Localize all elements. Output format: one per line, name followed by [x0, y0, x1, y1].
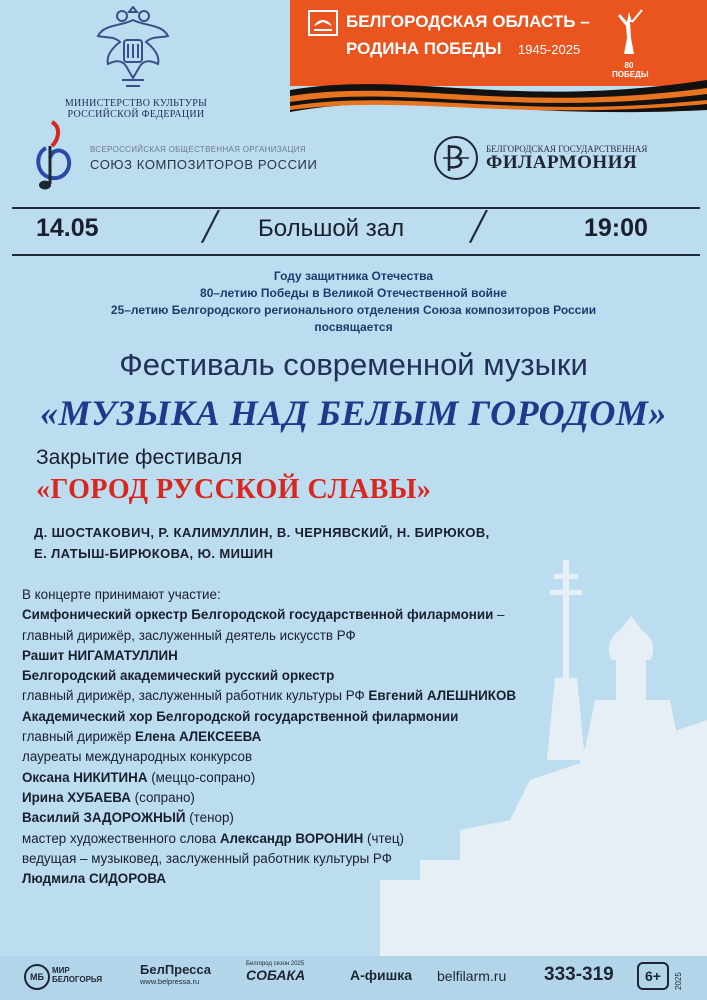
composers-union-logo-icon: [32, 118, 78, 196]
belpressa-logo: БелПресса: [140, 962, 212, 977]
ministry-emblem-icon: [92, 6, 174, 94]
closing-label: Закрытие фестиваля: [36, 446, 243, 469]
website-link[interactable]: belfilarm.ru: [437, 968, 507, 984]
ministry-line-2: РОССИЙСКОЙ ФЕДЕРАЦИИ: [67, 109, 205, 120]
philharmonic-title: ФИЛАРМОНИЯ: [486, 152, 638, 173]
orchestra-conductor-title: главный дирижёр, заслуженный деятель искусств РФ: [22, 627, 356, 643]
reader: [22, 829, 622, 849]
philharmonic-logo-icon: [433, 135, 479, 181]
composers-line-1: Д. ШОСТАКОВИЧ, Р. КАЛИМУЛЛИН, В. ЧЕРНЯВСКИЙ, Н. БИРЮКОВ,: [34, 525, 490, 540]
separator-slash-1: ╱: [202, 211, 219, 242]
composers-union-subtitle: ВСЕРОССИЙСКАЯ ОБЩЕСТВЕННАЯ ОРГАНИЗАЦИЯ: [90, 145, 306, 154]
ministry-name: [56, 98, 216, 120]
sobaka-caption: Белгород сезон 2025: [246, 961, 305, 967]
soloist-3-name: Василий ЗАДОРОЖНЫЙ: [22, 810, 186, 826]
soloist-3: [22, 808, 622, 828]
dedication: [0, 268, 707, 336]
folk-conductor-title: главный дирижёр, заслуженный работник культуры РФ: [22, 688, 369, 704]
print-year: 2025: [674, 972, 683, 990]
mir-belogorya-line-1: МИР: [52, 966, 70, 975]
dedication-line-2: 80–летию Победы в Великой Отечественной войне: [200, 286, 507, 300]
composers-list: [34, 522, 490, 564]
banner-title-line-2: РОДИНА ПОБЕДЫ: [346, 39, 502, 58]
divider-top: [12, 207, 700, 209]
reader-role: (чтец): [363, 830, 405, 846]
divider-bottom: [12, 254, 700, 256]
folk-orchestra-conductor: [22, 686, 622, 706]
orchestra-dash: –: [493, 607, 505, 623]
festival-name: «МУЗЫКА НАД БЕЛЫМ ГОРОДОМ»: [40, 393, 667, 433]
banner-years: 1945-2025: [518, 42, 581, 57]
reader-name: Александр ВОРОНИН: [219, 830, 364, 846]
victory-80-label: 80 ПОБЕДЫ: [612, 61, 649, 79]
dedication-line-3: 25–летию Белгородского регионального отделения Союза композиторов России: [110, 303, 597, 317]
orchestra-conductor-name: Рашит НИГАМАТУЛЛИН: [22, 647, 178, 663]
afisha-logo: А-фишка: [350, 967, 413, 983]
closing-name: «ГОРОД РУССКОЙ СЛАВЫ»: [36, 474, 432, 505]
choir-conductor-title: главный дирижёр: [22, 729, 135, 745]
mir-belogorya-text: [52, 966, 102, 984]
soloist-1: [22, 768, 622, 788]
soloist-1-role: (меццо-сопрано): [147, 769, 256, 785]
soloist-2: [22, 788, 622, 808]
reader-label: мастер художественного слова: [22, 830, 220, 846]
choir-name: Академический хор Белгородской государственной филармонии: [22, 708, 459, 724]
choir-conductor-name: Елена АЛЕКСЕЕВА: [134, 729, 262, 745]
choir-conductor: [22, 727, 622, 747]
participants-intro: В концерте принимают участие:: [22, 587, 221, 602]
sobaka-logo: СОБАКА: [246, 967, 306, 983]
event-time: 19:00: [584, 214, 648, 242]
participants-list: [22, 585, 622, 889]
host-label: ведущая – музыковед, заслуженный работник культуры РФ: [22, 850, 392, 866]
composers-line-2: Е. ЛАТЫШ-БИРЮКОВА, Ю. МИШИН: [34, 546, 274, 561]
soloist-3-role: (тенор): [185, 810, 234, 826]
banner-title-line-1: БЕЛГОРОДСКАЯ ОБЛАСТЬ –: [346, 12, 590, 31]
ministry-line-1: МИНИСТЕРСТВО КУЛЬТУРЫ: [64, 98, 208, 109]
victory-80-mark: [612, 8, 649, 79]
belgorod-crest-icon: [308, 10, 338, 36]
host-name: Людмила СИДОРОВА: [22, 871, 167, 887]
event-hall: Большой зал: [258, 215, 405, 242]
belpressa-url: www.belpressa.ru: [140, 977, 200, 986]
orchestra-name: Симфонический оркестр Белгородской государственной филармонии: [22, 607, 494, 623]
separator-slash-2: ╱: [470, 211, 487, 242]
laureates-label: лауреаты международных конкурсов: [22, 749, 253, 765]
dedication-line-1: Году защитника Отечества: [273, 269, 434, 283]
composers-union-title: СОЮЗ КОМПОЗИТОРОВ РОССИИ: [90, 157, 318, 172]
event-date: 14.05: [36, 214, 99, 242]
mir-belogorya-logo-icon: МБ: [24, 964, 50, 990]
soloist-2-role: (сопрано): [130, 789, 195, 805]
folk-orchestra-name: Белгородский академический русский оркестр: [22, 668, 335, 684]
folk-conductor-name: Евгений АЛЕШНИКОВ: [368, 688, 517, 704]
dedication-line-4: посвящается: [314, 320, 393, 334]
mir-belogorya-line-2: БЕЛОГОРЬЯ: [52, 975, 103, 984]
philharmonic-subtitle: БЕЛГОРОДСКАЯ ГОСУДАРСТВЕННАЯ: [486, 144, 648, 154]
phone-number: 333-319: [544, 964, 614, 985]
participant-orchestra: [22, 605, 622, 625]
age-rating-badge: 6+: [637, 962, 669, 990]
soloist-1-name: Оксана НИКИТИНА: [22, 769, 148, 785]
motherland-statue-icon: [612, 8, 646, 56]
festival-title: Фестиваль современной музыки: [119, 347, 588, 382]
soloist-2-name: Ирина ХУБАЕВА: [22, 789, 131, 805]
